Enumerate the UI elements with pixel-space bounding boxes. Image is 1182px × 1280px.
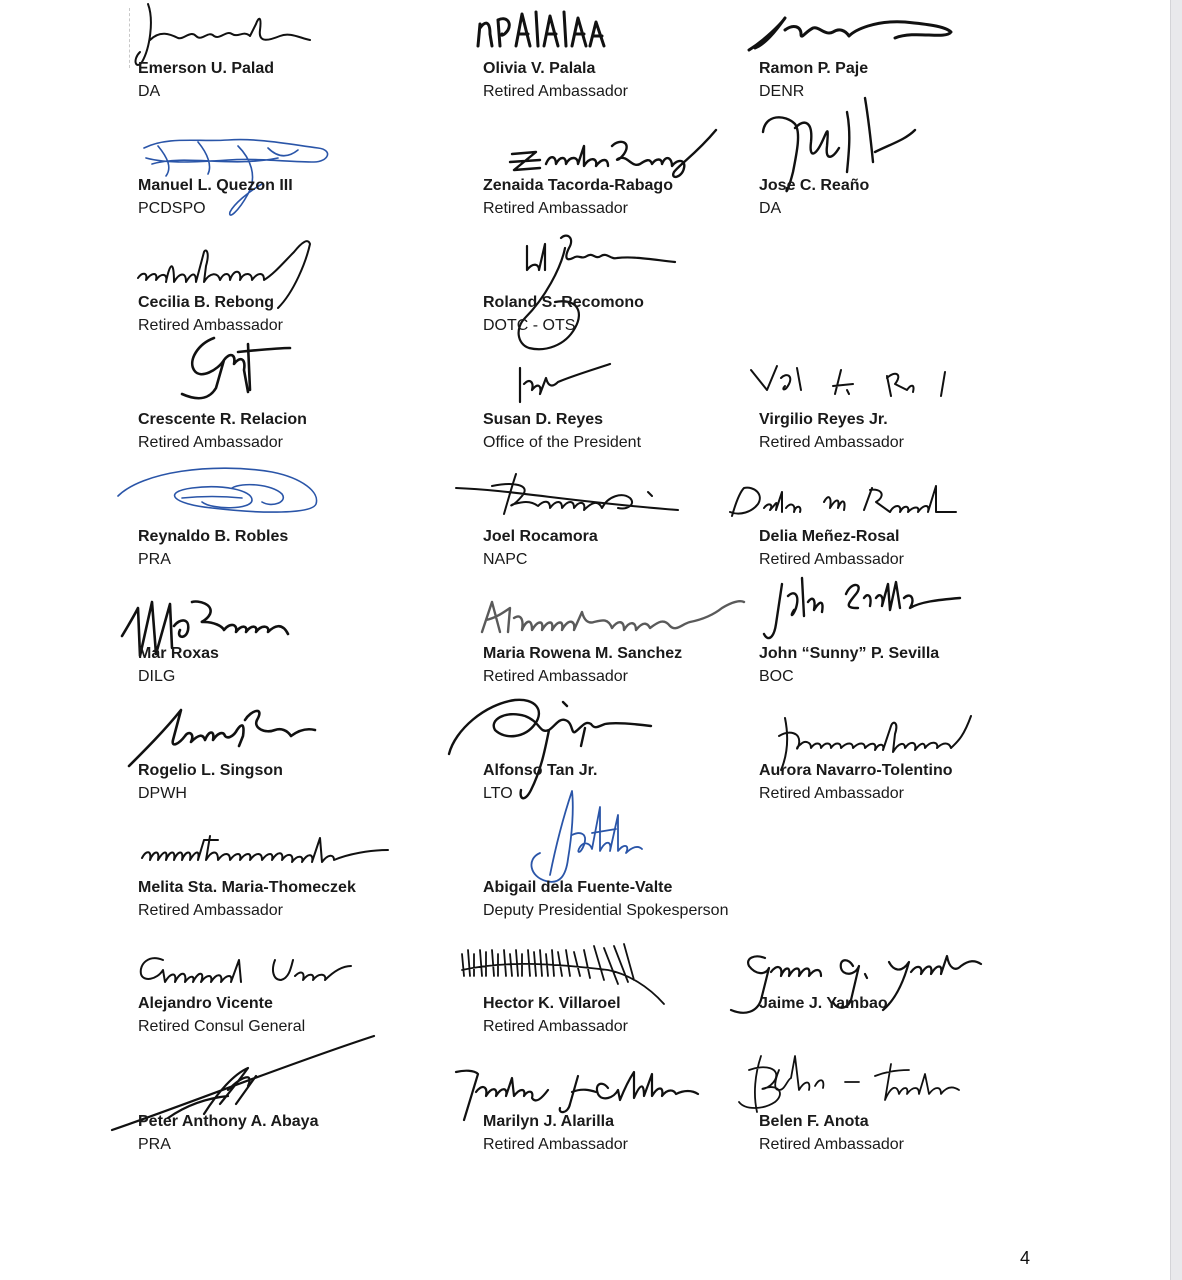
signatory-title: Retired Ambassador [483, 1018, 628, 1035]
signature-rosal [724, 482, 964, 522]
signatory-entry [138, 408, 468, 455]
signatory-name: Rogelio L. Singson [138, 762, 283, 779]
signatory-entry [138, 1110, 468, 1157]
signatory-title: DILG [138, 668, 176, 685]
signatory-name: Mar Roxas [138, 645, 219, 662]
signatory-title: BOC [759, 668, 794, 685]
signatory-title: Retired Ambassador [483, 1136, 628, 1153]
signatory-name: Reynaldo B. Robles [138, 528, 289, 545]
vertical-scrollbar[interactable] [1170, 0, 1182, 1280]
signatory-name: Abigail dela Fuente-Valte [483, 879, 673, 896]
signatory-entry [759, 525, 1089, 572]
signatory-entry [138, 291, 468, 338]
signature-robles [112, 462, 322, 522]
signature-paje [745, 10, 960, 60]
signatory-title: PRA [138, 1136, 171, 1153]
margin-rule [129, 8, 130, 68]
signatory-name: Alfonso Tan Jr. [483, 762, 598, 779]
signatory-name: Susan D. Reyes [483, 411, 604, 428]
signatory-title: Deputy Presidential Spokesperson [483, 902, 729, 919]
signatory-name: Jaime J. Yambao [759, 995, 888, 1012]
signature-reyes-s [512, 362, 617, 407]
signatory-entry [138, 642, 468, 689]
signatory-name: Maria Rowena M. Sanchez [483, 645, 683, 662]
signature-reyes-v [745, 360, 960, 405]
signatory-entry [759, 992, 1089, 1015]
signatory-title: DA [759, 200, 782, 217]
signatory-name: Marilyn J. Alarilla [483, 1113, 615, 1130]
page-number: 4 [1020, 1248, 1031, 1268]
signatory-title: Retired Ambassador [138, 434, 283, 451]
signatory-name: Virgilio Reyes Jr. [759, 411, 888, 428]
signatory-entry [483, 876, 813, 923]
signatory-entry [759, 408, 1089, 455]
signatory-title: PCDSPO [138, 200, 206, 217]
signatory-name: Cecilia B. Rebong [138, 294, 275, 311]
signature-relacion [168, 330, 293, 405]
signatory-entry [759, 759, 1089, 806]
signatory-title: Retired Ambassador [759, 785, 904, 802]
signature-sanchez [478, 598, 748, 640]
signatory-title: Retired Ambassador [483, 83, 628, 100]
signatory-title: Retired Ambassador [483, 200, 628, 217]
signatory-name: Ramon P. Paje [759, 60, 869, 77]
signatory-entry [138, 57, 468, 104]
signatory-entry [759, 642, 1089, 689]
signatory-name: Crescente R. Relacion [138, 411, 307, 428]
signatory-entry [483, 291, 813, 338]
signatory-title: Retired Ambassador [759, 1136, 904, 1153]
signatory-title: DOTC - OTS [483, 317, 576, 334]
signatory-title: PRA [138, 551, 171, 568]
signature-palala [472, 6, 622, 56]
signatory-title: Retired Ambassador [759, 434, 904, 451]
signatory-title: Retired Ambassador [138, 902, 283, 919]
signatory-name: Alejandro Vicente [138, 995, 273, 1012]
signatory-name: Belen F. Anota [759, 1113, 869, 1130]
signatory-entry [138, 174, 468, 221]
signatory-name: Emerson U. Palad [138, 60, 275, 77]
signature-thomeczek [138, 828, 393, 873]
signatory-entry [759, 1110, 1089, 1157]
signatory-title: Retired Consul General [138, 1018, 306, 1035]
signatory-title: DPWH [138, 785, 187, 802]
signatory-name: Melita Sta. Maria-Thomeczek [138, 879, 356, 896]
signatory-name: Manuel L. Quezon III [138, 177, 293, 194]
signatory-name: Jose C. Reaño [759, 177, 870, 194]
signatory-entry [138, 525, 468, 572]
signatory-name: Joel Rocamora [483, 528, 598, 545]
signatory-name: Olivia V. Palala [483, 60, 596, 77]
signatory-name: Delia Meñez-Rosal [759, 528, 900, 545]
signatory-name: Zenaida Tacorda-Rabago [483, 177, 673, 194]
signature-vicente [135, 950, 355, 990]
signatory-title: Retired Ambassador [138, 317, 283, 334]
signatory-entry [138, 876, 468, 923]
signatory-entry [138, 992, 468, 1039]
signatory-title: LTO [483, 785, 513, 802]
signatory-name: Aurora Navarro-Tolentino [759, 762, 953, 779]
signature-rocamora [452, 466, 682, 526]
signatory-title: NAPC [483, 551, 528, 568]
signatory-title: Retired Ambassador [483, 668, 628, 685]
signatory-title: Office of the President [483, 434, 642, 451]
signatory-name: Hector K. Villaroel [483, 995, 621, 1012]
signatory-name: Roland S. Recomono [483, 294, 644, 311]
signatory-name: John “Sunny” P. Sevilla [759, 645, 940, 662]
signatory-entry [759, 57, 1089, 104]
signatory-name: Peter Anthony A. Abaya [138, 1113, 319, 1130]
signatory-entry [759, 174, 1089, 221]
signatory-title: DENR [759, 83, 805, 100]
signatory-title: DA [138, 83, 161, 100]
signatory-title: Retired Ambassador [759, 551, 904, 568]
signatory-entry [138, 759, 468, 806]
